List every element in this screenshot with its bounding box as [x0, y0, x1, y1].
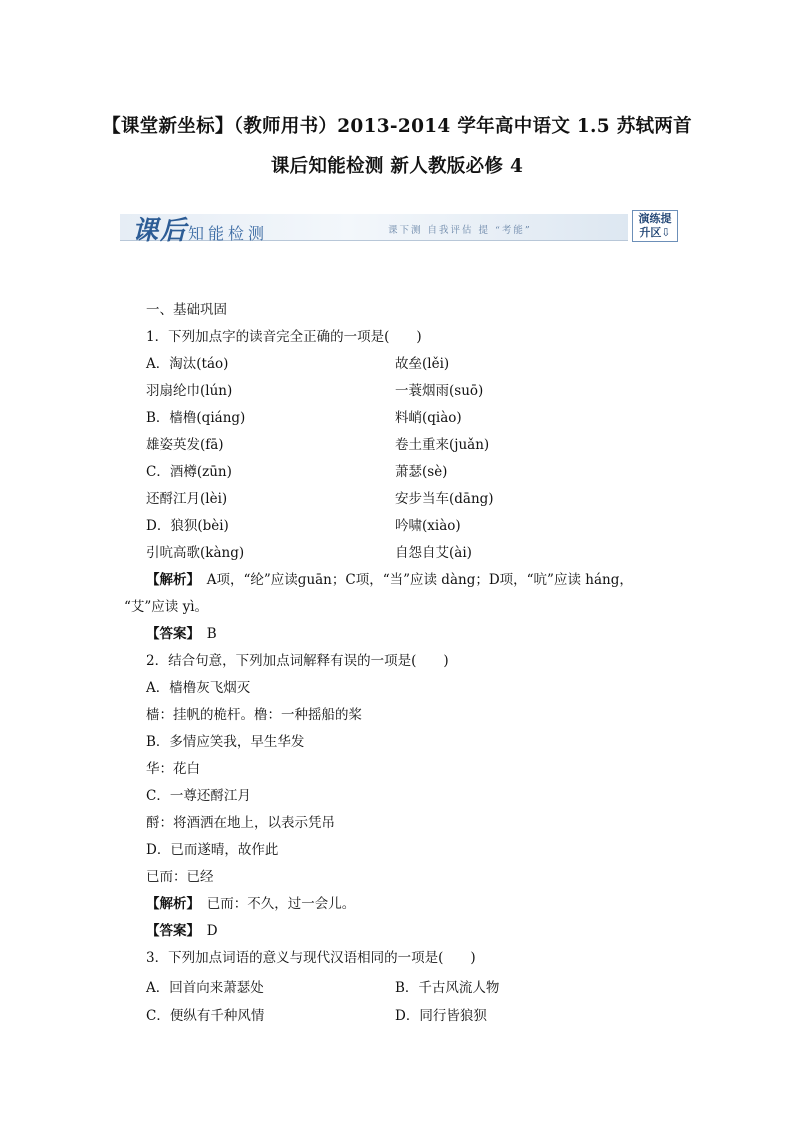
q2-option-d: D．已而遂晴，故作此 — [146, 842, 279, 858]
section-heading: 一、基础巩固 — [146, 302, 227, 318]
q2-answer-value: D — [193, 923, 218, 939]
q2-option-c-gloss: 酹：将酒洒在地上，以表示凭吊 — [146, 815, 335, 831]
q1-option-a2-right: 一蓑烟雨(suō) — [395, 383, 484, 399]
q2-analysis-tag: 【解析】 — [146, 896, 194, 912]
q1-analysis — [146, 572, 633, 588]
q1-option-c2-left: 还酹江月(lèi) — [146, 491, 228, 507]
q2-answer — [146, 923, 218, 939]
q1-answer — [146, 626, 217, 642]
q1-option-d-right: 吟啸(xiào) — [395, 518, 461, 534]
q2-analysis — [146, 896, 355, 912]
q3-stem: 3．下列加点词语的意义与现代汉语相同的一项是( ) — [146, 950, 476, 966]
q1-option-b2-left: 雄姿英发(fā) — [146, 437, 224, 453]
banner-char-1: 课 — [132, 216, 161, 246]
q2-option-a-gloss: 樯：挂帆的桅杆。橹：一种摇船的桨 — [146, 707, 362, 723]
q1-option-b-right: 料峭(qiào) — [395, 410, 462, 426]
q1-option-d-left: D．狼狈(bèi) — [146, 518, 229, 534]
q3-option-c: C．便纵有千种风情 — [146, 1008, 265, 1024]
q2-stem: 2．结合句意，下列加点词解释有误的一项是( ) — [146, 653, 449, 669]
practice-button-line-2: 升区 — [639, 226, 662, 239]
q2-option-a: A．樯橹灰飞烟灭 — [146, 680, 251, 696]
down-arrow-icon: ⇩ — [661, 226, 671, 239]
q1-option-c-right: 萧瑟(sè) — [395, 464, 448, 480]
q1-option-a-right: 故垒(lěi) — [395, 356, 450, 372]
practice-button-line-2-wrap — [633, 226, 677, 240]
q2-option-b-gloss: 华：花白 — [146, 761, 200, 777]
practice-button[interactable] — [632, 210, 678, 242]
q1-option-d2-left: 引吭高歌(kàng) — [146, 545, 245, 561]
banner-heading-rest: 知能检测 — [188, 224, 269, 243]
q2-option-d-gloss: 已而：已经 — [146, 869, 214, 885]
q3-option-a: A．回首向来萧瑟处 — [146, 980, 264, 996]
q1-answer-value: B — [193, 626, 217, 642]
q1-analysis-cont: “艾”应读 yì。 — [124, 599, 209, 615]
q1-option-c-left: C．酒樽(zūn) — [146, 464, 232, 480]
q3-option-b: B．千古风流人物 — [395, 980, 500, 996]
q2-option-c: C．一尊还酹江月 — [146, 788, 251, 804]
q1-analysis-tag: 【解析】 — [146, 572, 194, 588]
banner-subtitle: 课下测 自我评估 提 “考能” — [388, 225, 532, 236]
q1-option-d2-right: 自怨自艾(ài) — [395, 545, 472, 561]
q1-option-c2-right: 安步当车(dāng) — [395, 491, 494, 507]
q1-answer-tag: 【答案】 — [146, 626, 194, 642]
banner-char-2: 后 — [160, 216, 189, 246]
document-title-line-2: 课后知能检测 新人教版必修 4 — [270, 156, 524, 177]
section-banner — [120, 210, 680, 244]
q1-analysis-text: A项，“纶”应读ɡuān；C项，“当”应读 dàng；D项，“吭”应读 háng， — [193, 572, 633, 588]
q3-option-d: D．同行皆狼狈 — [395, 1008, 487, 1024]
q1-option-a2-left: 羽扇纶巾(lún) — [146, 383, 233, 399]
document-title-line-1: 【课堂新坐标】（教师用书）2013-2014 学年高中语文 1.5 苏轼两首 — [102, 116, 692, 137]
q1-option-b2-right: 卷土重来(juǎn) — [395, 437, 490, 453]
q1-option-a-left: A．淘汰(táo) — [146, 356, 229, 372]
q2-answer-tag: 【答案】 — [146, 923, 194, 939]
q1-stem: 1．下列加点字的读音完全正确的一项是( ) — [146, 329, 422, 345]
q2-analysis-text: 已而：不久，过一会儿。 — [193, 896, 356, 912]
q2-option-b: B．多情应笑我，早生华发 — [146, 734, 305, 750]
banner-heading — [132, 210, 268, 247]
practice-button-line-1: 演练提 — [638, 212, 672, 225]
q1-option-b-left: B．樯橹(qiáng) — [146, 410, 246, 426]
